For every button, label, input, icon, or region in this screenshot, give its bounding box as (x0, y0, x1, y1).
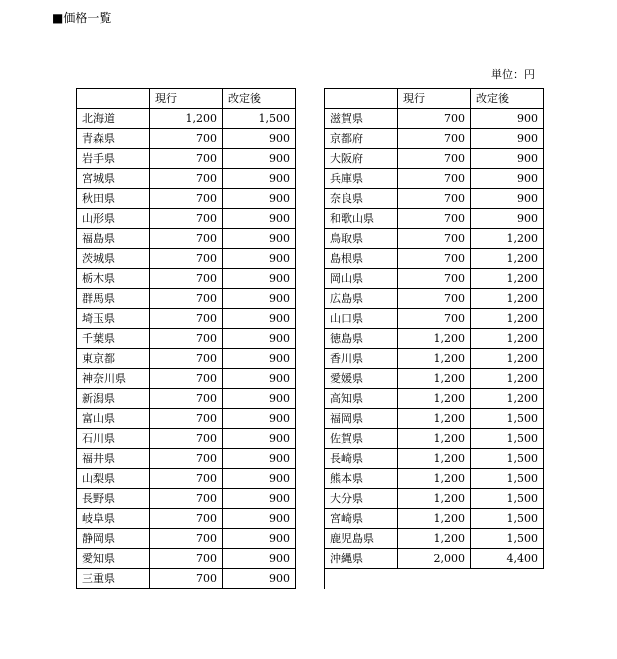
revised-price: 900 (471, 129, 544, 149)
column-gap (296, 309, 325, 329)
revised-price: 900 (471, 169, 544, 189)
current-price: 1,200 (398, 469, 471, 489)
current-price: 700 (150, 529, 223, 549)
current-price: 700 (398, 309, 471, 329)
prefecture-name: 埼玉県 (77, 309, 150, 329)
table-row (77, 149, 544, 169)
revised-price: 900 (223, 409, 296, 429)
prefecture-name: 鹿児島県 (325, 529, 398, 549)
table-row (77, 409, 544, 429)
current-price: 700 (150, 449, 223, 469)
current-price: 700 (150, 209, 223, 229)
column-gap (296, 189, 325, 209)
current-price: 1,200 (398, 429, 471, 449)
current-price: 700 (398, 129, 471, 149)
empty-cell (398, 569, 471, 589)
table-row (77, 329, 544, 349)
current-price: 700 (150, 369, 223, 389)
current-price: 700 (150, 309, 223, 329)
column-gap (296, 369, 325, 389)
prefecture-name: 山形県 (77, 209, 150, 229)
current-price: 700 (150, 389, 223, 409)
current-price: 1,200 (398, 509, 471, 529)
table-row (77, 309, 544, 329)
column-gap (296, 89, 325, 109)
revised-price: 900 (223, 489, 296, 509)
price-table (76, 88, 544, 589)
revised-price: 900 (223, 329, 296, 349)
prefecture-name: 熊本県 (325, 469, 398, 489)
prefecture-name: 高知県 (325, 389, 398, 409)
revised-price: 4,400 (471, 549, 544, 569)
current-price: 700 (150, 189, 223, 209)
current-price: 700 (150, 469, 223, 489)
prefecture-name: 佐賀県 (325, 429, 398, 449)
prefecture-name: 静岡県 (77, 529, 150, 549)
revised-price: 1,200 (471, 229, 544, 249)
revised-price: 900 (223, 429, 296, 449)
prefecture-name: 鳥取県 (325, 229, 398, 249)
revised-price: 900 (223, 349, 296, 369)
revised-price: 1,200 (471, 269, 544, 289)
table-row (77, 429, 544, 449)
current-price: 700 (150, 329, 223, 349)
prefecture-name: 奈良県 (325, 189, 398, 209)
prefecture-name: 栃木県 (77, 269, 150, 289)
revised-price: 900 (223, 549, 296, 569)
prefecture-name: 青森県 (77, 129, 150, 149)
current-price: 1,200 (398, 409, 471, 429)
current-price: 2,000 (398, 549, 471, 569)
prefecture-name: 三重県 (77, 569, 150, 589)
table-row (77, 229, 544, 249)
prefecture-name: 大分県 (325, 489, 398, 509)
table-row (77, 549, 544, 569)
revised-price: 900 (471, 109, 544, 129)
revised-price: 1,200 (471, 349, 544, 369)
prefecture-name: 愛知県 (77, 549, 150, 569)
header-row (77, 89, 544, 109)
prefecture-name: 広島県 (325, 289, 398, 309)
prefecture-name: 徳島県 (325, 329, 398, 349)
unit-label: 単位：円 (491, 68, 535, 81)
prefecture-name: 神奈川県 (77, 369, 150, 389)
prefecture-name: 香川県 (325, 349, 398, 369)
revised-price: 900 (223, 309, 296, 329)
current-price: 700 (150, 129, 223, 149)
table-row (77, 109, 544, 129)
prefecture-name: 沖縄県 (325, 549, 398, 569)
prefecture-name: 京都府 (325, 129, 398, 149)
current-price: 1,200 (398, 349, 471, 369)
prefecture-name: 福島県 (77, 229, 150, 249)
prefecture-name: 和歌山県 (325, 209, 398, 229)
table-row (77, 209, 544, 229)
revised-price: 900 (223, 509, 296, 529)
revised-price: 1,200 (471, 249, 544, 269)
prefecture-name: 山梨県 (77, 469, 150, 489)
current-price: 700 (150, 149, 223, 169)
prefecture-name: 福井県 (77, 449, 150, 469)
revised-price: 900 (471, 209, 544, 229)
current-price: 700 (150, 489, 223, 509)
column-gap (296, 469, 325, 489)
current-price: 700 (150, 349, 223, 369)
table-row (77, 249, 544, 269)
prefecture-name: 石川県 (77, 429, 150, 449)
current-price: 1,200 (398, 489, 471, 509)
column-gap (296, 169, 325, 189)
table-row (77, 169, 544, 189)
column-gap (296, 349, 325, 369)
revised-price: 900 (223, 249, 296, 269)
header-current-right: 現行 (398, 89, 471, 109)
current-price: 700 (150, 429, 223, 449)
revised-price: 1,200 (471, 369, 544, 389)
column-gap (296, 249, 325, 269)
current-price: 700 (398, 149, 471, 169)
revised-price: 1,500 (471, 489, 544, 509)
current-price: 700 (150, 569, 223, 589)
column-gap (296, 109, 325, 129)
column-gap (296, 449, 325, 469)
current-price: 700 (150, 409, 223, 429)
prefecture-name: 岡山県 (325, 269, 398, 289)
current-price: 700 (150, 289, 223, 309)
current-price: 700 (398, 269, 471, 289)
column-gap (296, 409, 325, 429)
revised-price: 1,500 (471, 529, 544, 549)
column-gap (296, 429, 325, 449)
current-price: 1,200 (398, 329, 471, 349)
revised-price: 1,200 (471, 329, 544, 349)
table-row (77, 129, 544, 149)
current-price: 700 (150, 249, 223, 269)
current-price: 1,200 (398, 529, 471, 549)
revised-price: 900 (223, 209, 296, 229)
revised-price: 1,200 (471, 309, 544, 329)
prefecture-name: 長崎県 (325, 449, 398, 469)
table-row (77, 489, 544, 509)
prefecture-name: 宮崎県 (325, 509, 398, 529)
current-price: 700 (150, 229, 223, 249)
revised-price: 900 (223, 129, 296, 149)
column-gap (296, 509, 325, 529)
header-revised-right: 改定後 (471, 89, 544, 109)
revised-price: 1,500 (471, 429, 544, 449)
revised-price: 900 (471, 189, 544, 209)
revised-price: 900 (223, 229, 296, 249)
prefecture-name: 岩手県 (77, 149, 150, 169)
table-row (77, 569, 544, 589)
header-blank-left (77, 89, 150, 109)
table-row (77, 389, 544, 409)
table-row (77, 509, 544, 529)
column-gap (296, 129, 325, 149)
revised-price: 1,500 (471, 469, 544, 489)
revised-price: 1,500 (223, 109, 296, 129)
header-current-left: 現行 (150, 89, 223, 109)
prefecture-name: 秋田県 (77, 189, 150, 209)
current-price: 700 (398, 109, 471, 129)
table-row (77, 449, 544, 469)
revised-price: 900 (223, 389, 296, 409)
column-gap (296, 549, 325, 569)
current-price: 700 (398, 249, 471, 269)
revised-price: 900 (223, 269, 296, 289)
column-gap (296, 149, 325, 169)
current-price: 700 (398, 289, 471, 309)
column-gap (296, 229, 325, 249)
column-gap (296, 569, 325, 589)
revised-price: 900 (223, 289, 296, 309)
current-price: 700 (150, 169, 223, 189)
current-price: 1,200 (398, 449, 471, 469)
table-row (77, 289, 544, 309)
revised-price: 900 (223, 189, 296, 209)
current-price: 700 (398, 229, 471, 249)
column-gap (296, 389, 325, 409)
table-row (77, 529, 544, 549)
prefecture-name: 岐阜県 (77, 509, 150, 529)
current-price: 700 (150, 549, 223, 569)
table-row (77, 369, 544, 389)
column-gap (296, 329, 325, 349)
prefecture-name: 富山県 (77, 409, 150, 429)
revised-price: 900 (223, 369, 296, 389)
revised-price: 900 (223, 469, 296, 489)
prefecture-name: 滋賀県 (325, 109, 398, 129)
revised-price: 900 (223, 449, 296, 469)
prefecture-name: 山口県 (325, 309, 398, 329)
revised-price: 1,500 (471, 449, 544, 469)
current-price: 700 (150, 509, 223, 529)
revised-price: 1,500 (471, 509, 544, 529)
prefecture-name: 長野県 (77, 489, 150, 509)
prefecture-name: 大阪府 (325, 149, 398, 169)
empty-cell (471, 569, 544, 589)
current-price: 700 (398, 169, 471, 189)
current-price: 700 (150, 269, 223, 289)
revised-price: 900 (471, 149, 544, 169)
revised-price: 1,200 (471, 289, 544, 309)
column-gap (296, 269, 325, 289)
page-title: ■価格一覧 (52, 11, 112, 25)
prefecture-name: 東京都 (77, 349, 150, 369)
current-price: 1,200 (398, 389, 471, 409)
table-row (77, 189, 544, 209)
revised-price: 900 (223, 149, 296, 169)
header-blank-right (325, 89, 398, 109)
prefecture-name: 愛媛県 (325, 369, 398, 389)
prefecture-name: 千葉県 (77, 329, 150, 349)
table-row (77, 349, 544, 369)
table-row (77, 469, 544, 489)
current-price: 1,200 (150, 109, 223, 129)
column-gap (296, 529, 325, 549)
current-price: 700 (398, 209, 471, 229)
revised-price: 900 (223, 569, 296, 589)
column-gap (296, 489, 325, 509)
table-row (77, 269, 544, 289)
revised-price: 1,500 (471, 409, 544, 429)
column-gap (296, 289, 325, 309)
prefecture-name: 福岡県 (325, 409, 398, 429)
revised-price: 1,200 (471, 389, 544, 409)
header-revised-left: 改定後 (223, 89, 296, 109)
current-price: 700 (398, 189, 471, 209)
prefecture-name: 群馬県 (77, 289, 150, 309)
revised-price: 900 (223, 169, 296, 189)
prefecture-name: 島根県 (325, 249, 398, 269)
prefecture-name: 新潟県 (77, 389, 150, 409)
prefecture-name: 宮城県 (77, 169, 150, 189)
revised-price: 900 (223, 529, 296, 549)
column-gap (296, 209, 325, 229)
prefecture-name: 北海道 (77, 109, 150, 129)
current-price: 1,200 (398, 369, 471, 389)
prefecture-name: 兵庫県 (325, 169, 398, 189)
prefecture-name: 茨城県 (77, 249, 150, 269)
empty-cell (325, 569, 398, 589)
